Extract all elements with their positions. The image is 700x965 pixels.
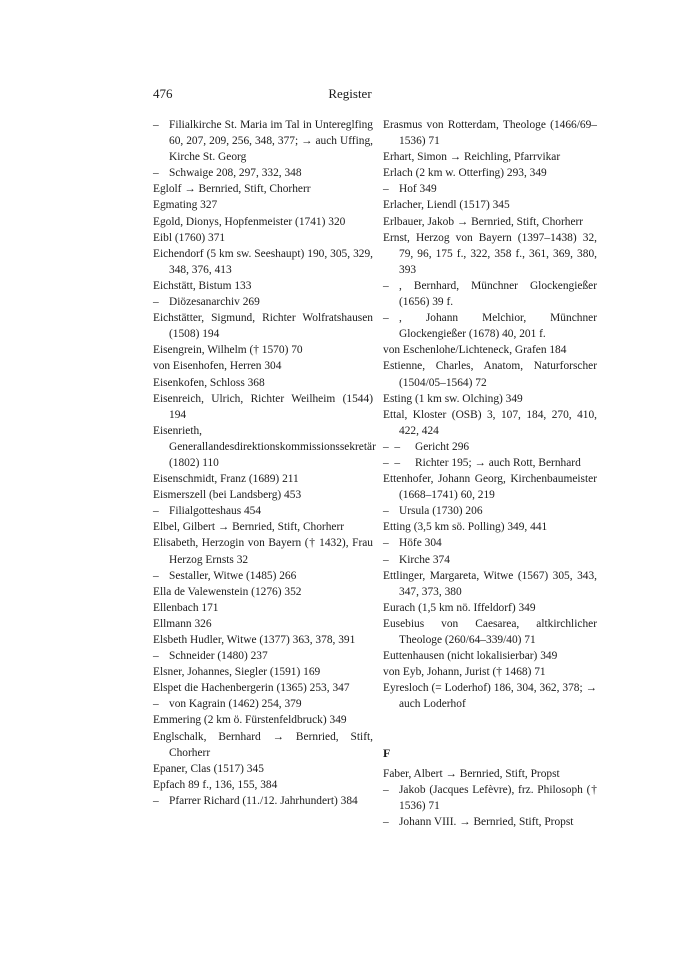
entry-text: von Kagrain (1462) 254, 379	[169, 698, 302, 711]
entry-text: Jakob (Jacques Lefèvre), frz. Philosoph († 1536) 71	[399, 783, 597, 812]
entry-text: Ursula (1730) 206	[399, 505, 483, 518]
index-entry	[153, 664, 373, 680]
entry-text: Erasmus von Rotterdam, Theologe (1466/69–1536) 71	[383, 119, 597, 148]
entry-text: Eisenrieth, Generallandesdirektionskommissionssekretär (1802) 110	[153, 424, 376, 469]
entry-text: Gericht 296	[415, 440, 470, 453]
entry-text: Höfe 304	[399, 537, 442, 550]
index-entry	[383, 616, 597, 648]
subentry-dash: –	[153, 167, 159, 180]
index-entry	[153, 519, 373, 535]
index-entry	[383, 680, 597, 712]
index-entry	[153, 471, 373, 487]
entry-text: Eibl (1760) 371	[153, 231, 226, 244]
index-subentry	[383, 503, 597, 519]
subentry-dash: –	[153, 505, 159, 518]
entry-text: Euttenhausen (nicht lokalisierbar) 349	[383, 650, 558, 663]
index-entry	[383, 648, 597, 664]
entry-text: Elspet die Hachenbergerin (1365) 253, 347	[153, 682, 350, 695]
index-entry	[153, 777, 373, 793]
running-head: Register	[328, 86, 372, 101]
entry-text: Epfach 89 f., 136, 155, 384	[153, 778, 278, 791]
index-entry	[383, 117, 597, 149]
index-entry	[383, 407, 597, 439]
entry-text: Eyresloch (= Loderhof) 186, 304, 362, 378; → auch Loderhof	[383, 682, 597, 711]
entry-text: Esting (1 km sw. Olching) 349	[383, 392, 523, 405]
index-subentry	[383, 439, 597, 455]
entry-text: Elsner, Johannes, Siegler (1591) 169	[153, 666, 321, 679]
entry-text: Eismerszell (bei Landsberg) 453	[153, 489, 302, 502]
entry-text: Elbel, Gilbert → Bernried, Stift, Chorherr	[153, 521, 345, 534]
entry-text: Faber, Albert → Bernried, Stift, Propst	[383, 767, 560, 780]
entry-text: von Eschenlohe/Lichteneck, Grafen 184	[383, 344, 567, 357]
entry-text: Estienne, Charles, Anatom, Naturforscher (1504/05–1564) 72	[383, 360, 597, 389]
index-subentry	[153, 696, 373, 712]
index-subentry	[383, 455, 597, 471]
index-entry	[153, 600, 373, 616]
section-letter-heading: F	[383, 746, 391, 761]
entry-text: Richter 195; → auch Rott, Bernhard	[415, 456, 581, 469]
index-column-left	[153, 117, 376, 809]
index-entry	[153, 487, 373, 503]
index-entry	[383, 664, 597, 680]
index-subentry	[153, 165, 373, 181]
index-subentry	[153, 648, 373, 664]
index-entry	[153, 181, 373, 197]
entry-text: Elsbeth Hudler, Witwe (1377) 363, 378, 391	[153, 634, 356, 646]
index-subentry	[153, 793, 373, 809]
index-entry	[383, 342, 597, 358]
entry-text: Eisenreich, Ulrich, Richter Weilheim (1544) 194	[153, 392, 373, 421]
index-subentry	[153, 117, 373, 165]
entry-text: von Eisenhofen, Herren 304	[153, 360, 282, 373]
subentry-dash: –	[383, 537, 389, 550]
entry-text: Erhart, Simon → Reichling, Pfarrvikar	[383, 151, 561, 164]
entry-text: Hof 349	[399, 183, 437, 196]
entry-text: , Johann Melchior, Münchner Glockengießer (1678) 40, 201 f.	[399, 312, 597, 341]
index-subentry	[383, 278, 597, 310]
index-entry	[383, 197, 597, 213]
subentry-dash: –	[153, 698, 159, 711]
index-entry	[153, 358, 373, 374]
index-entry	[383, 230, 597, 278]
index-entry	[383, 149, 597, 165]
index-entry	[153, 584, 373, 600]
index-entry	[153, 680, 373, 696]
subentry-dash: –	[383, 183, 389, 196]
entry-text: Eurach (1,5 km nö. Iffeldorf) 349	[383, 601, 536, 614]
subentry-dash: –	[383, 279, 389, 292]
entry-text: , Bernhard, Münchner Glockengießer (1656) 39 f.	[399, 279, 597, 309]
entry-text: Ettlinger, Margareta, Witwe (1567) 305, 343, 347, 373, 380	[383, 569, 597, 598]
index-entry	[153, 391, 373, 423]
entry-text: Eisenkofen, Schloss 368	[153, 376, 265, 389]
entry-text: Schwaige 208, 297, 332, 348	[169, 167, 302, 180]
index-entry	[153, 712, 373, 728]
index-column-right	[383, 117, 597, 830]
subentry-dash: –	[153, 650, 159, 663]
entry-text: Ellmann 326	[153, 617, 212, 630]
index-entry	[383, 214, 597, 230]
index-entry	[153, 375, 373, 391]
entry-text: Ettenhofer, Johann Georg, Kirchenbaumeister (1668–1741) 60, 219	[383, 473, 597, 502]
index-entry	[383, 568, 597, 600]
entry-text: Ettal, Kloster (OSB) 3, 107, 184, 270, 410, 422, 424	[383, 408, 597, 437]
entry-text: Eusebius von Caesarea, altkirchlicher Theologe (260/64–339/40) 71	[383, 617, 597, 646]
entry-text: Erlach (2 km w. Otterfing) 293, 349	[383, 167, 547, 180]
index-entry	[383, 358, 597, 390]
entry-text: Eisenschmidt, Franz (1689) 211	[153, 473, 299, 486]
entry-text: Emmering (2 km ö. Fürstenfeldbruck) 349	[153, 714, 347, 727]
index-entry	[383, 165, 597, 181]
entry-text: Eichstätt, Bistum 133	[153, 279, 252, 292]
entry-text: Erlbauer, Jakob → Bernried, Stift, Chorherr	[383, 215, 584, 228]
page-number: 476	[153, 86, 173, 101]
entry-text: Filialkirche St. Maria im Tal in Untereglfing 60, 207, 209, 256, 348, 377; → auch Uffing, Kirche St. Georg	[169, 119, 373, 164]
index-entry	[383, 471, 597, 503]
index-entry	[153, 616, 373, 632]
entry-text: Etting (3,5 km sö. Polling) 349, 441	[383, 521, 548, 534]
index-entry	[153, 423, 376, 471]
subentry-dash: – –	[383, 456, 401, 469]
index-subentry	[383, 552, 597, 568]
index-subentry	[153, 568, 373, 584]
entry-text: Ellenbach 171	[153, 601, 219, 614]
subentry-dash: – –	[383, 440, 401, 453]
index-entry	[383, 391, 597, 407]
index-subentry	[383, 181, 597, 197]
index-entry	[383, 766, 597, 782]
subentry-dash: –	[153, 119, 159, 131]
entry-text: Eichstätter, Sigmund, Richter Wolfratshausen (1508) 194	[153, 312, 373, 341]
entry-text: Englschalk, Bernhard → Bernried, Stift, Chorherr	[153, 730, 373, 759]
index-entry	[383, 600, 597, 616]
entry-text: Egold, Dionys, Hopfenmeister (1741) 320	[153, 215, 346, 228]
entry-text: Kirche 374	[399, 553, 450, 566]
entry-text: Ernst, Herzog von Bayern (1397–1438) 32, 79, 96, 175 f., 322, 358 f., 361, 369, 380, 393	[383, 231, 597, 276]
entry-text: Sestaller, Witwe (1485) 266	[169, 569, 297, 582]
index-entry	[153, 342, 373, 358]
entry-text: Ella de Valewenstein (1276) 352	[153, 585, 302, 598]
index-entry	[153, 197, 373, 213]
entry-text: Johann VIII. → Bernried, Stift, Propst	[399, 815, 574, 828]
entry-text: Epaner, Clas (1517) 345	[153, 762, 264, 775]
index-entry	[153, 310, 373, 342]
index-subentry	[383, 310, 597, 342]
entry-text: Eichendorf (5 km sw. Seeshaupt) 190, 305, 329, 348, 376, 413	[153, 247, 373, 276]
subentry-dash: –	[383, 815, 389, 828]
entry-text: Erlacher, Liendl (1517) 345	[383, 199, 510, 212]
index-subentry	[383, 814, 597, 830]
index-entry	[153, 632, 373, 648]
subentry-dash: –	[383, 783, 389, 796]
entry-text: von Eyb, Johann, Jurist († 1468) 71	[383, 666, 546, 679]
subentry-dash: –	[153, 296, 159, 309]
index-entry	[383, 519, 597, 535]
entry-text: Eisengrein, Wilhelm († 1570) 70	[153, 344, 303, 357]
entry-text: Elisabeth, Herzogin von Bayern († 1432), Frau Herzog Ernsts 32	[153, 537, 373, 566]
index-entry	[153, 535, 373, 567]
entry-text: Egmating 327	[153, 199, 218, 212]
subentry-dash: –	[153, 569, 159, 582]
index-entry	[153, 729, 373, 761]
index-subentry	[383, 535, 597, 551]
subentry-dash: –	[383, 553, 389, 566]
subentry-dash: –	[383, 505, 389, 518]
entry-text: Pfarrer Richard (11./12. Jahrhundert) 384	[169, 794, 358, 807]
index-entry	[153, 278, 373, 294]
subentry-dash: –	[153, 794, 159, 807]
entry-text: Schneider (1480) 237	[169, 650, 268, 663]
entry-text: Eglolf → Bernried, Stift, Chorherr	[153, 183, 311, 196]
index-entry	[153, 246, 373, 278]
entry-text: Diözesanarchiv 269	[169, 296, 260, 309]
index-subentry	[153, 503, 373, 519]
index-subentry	[153, 294, 373, 310]
index-entry	[153, 230, 373, 246]
index-entry	[153, 761, 373, 777]
subentry-dash: –	[383, 312, 389, 325]
index-entry	[153, 214, 373, 230]
entry-text: Filialgotteshaus 454	[169, 505, 262, 518]
index-subentry	[383, 782, 597, 814]
